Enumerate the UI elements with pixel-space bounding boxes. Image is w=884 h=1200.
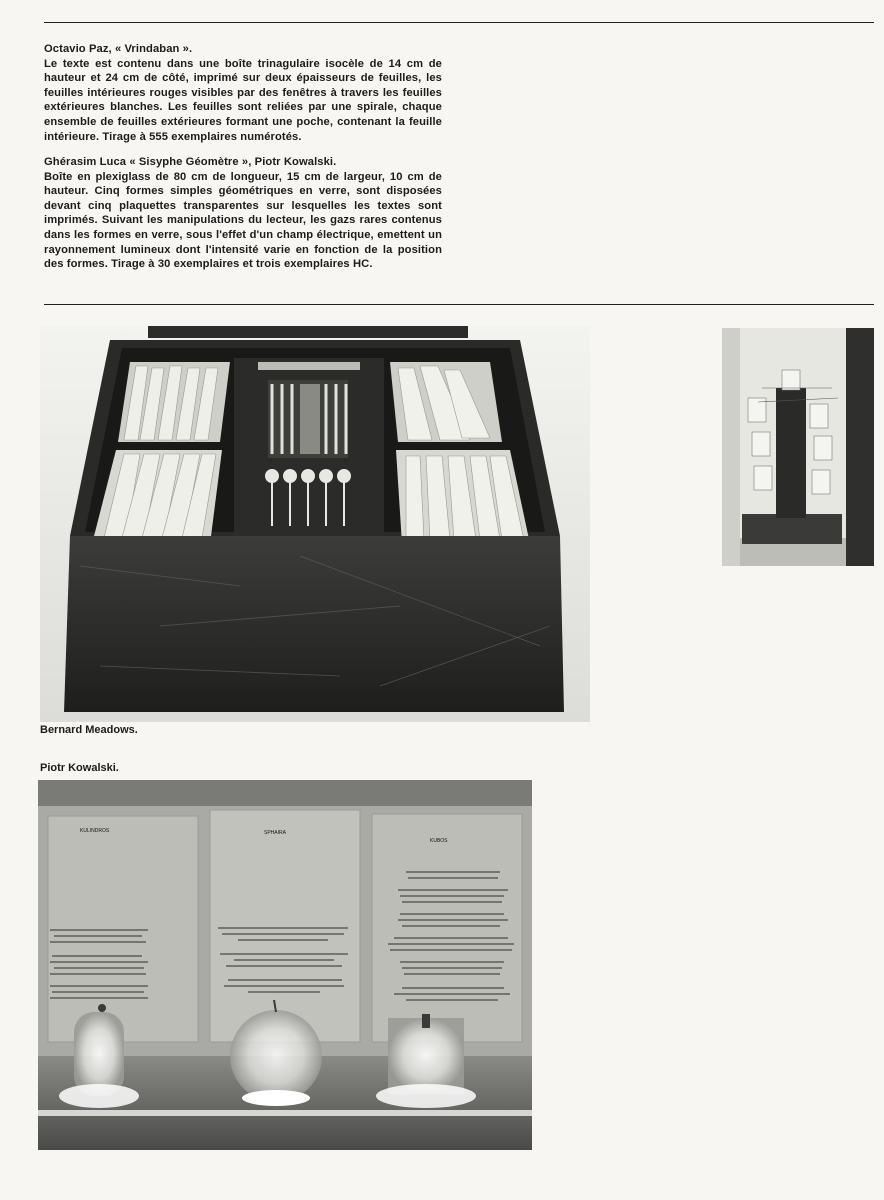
top-rule — [44, 22, 874, 23]
panel-label-right: KUBOS — [430, 838, 448, 844]
caption-meadows: Bernard Meadows. — [40, 724, 138, 736]
panel-label-left: KULINDROS — [80, 828, 110, 834]
luca-text-block — [44, 155, 442, 272]
photo-glass-forms-image — [38, 780, 532, 1150]
photo-book-box-image — [40, 326, 590, 722]
photo-display-stand — [722, 328, 874, 566]
paz-text-block — [44, 42, 442, 144]
photo-display-stand-image — [722, 328, 874, 566]
luca-title: Ghérasim Luca « Sisyphe Géomètre », Piotr Kowalski. — [44, 156, 337, 168]
photo-book-box — [40, 326, 590, 722]
middle-rule — [44, 304, 874, 305]
luca-body: Boîte en plexiglass de 80 cm de longueur, 15 cm de largeur, 10 cm de hauteur. Cinq formes simples géométriques en verre, sont disposées devant cinq plaquettes transparentes sur lesquelles les textes sont imprimés. Suivant les manipulations du lecteur, les gazs rares contenus dans les formes en verre, sous l'effet d'un champ électrique, emettent un rayonnement lumineux dont l'intensité varie en fonction de la position des formes. Tirage à 30 exemplaires et trois exemplaires HC. — [44, 170, 442, 271]
paz-body: Le texte est contenu dans une boîte trinagulaire isocèle de 14 cm de hauteur et 24 cm de côté, imprimé sur deux épaisseurs de feuilles, les feuilles intérieures rouges visibles par des fenêtres à travers les feuilles extérieures blanches. Les feuilles sont reliées par une spirale, chaque ensemble de feuilles extérieures formant une poche, contenant la feuille intérieure. Tirage à 555 exemplaires numérotés. — [44, 57, 442, 143]
photo-glass-forms — [38, 780, 532, 1150]
caption-kowalski: Piotr Kowalski. — [40, 762, 119, 774]
paz-title: Octavio Paz, « Vrindaban ». — [44, 43, 193, 55]
panel-label-middle: SPHAIRA — [264, 830, 286, 836]
